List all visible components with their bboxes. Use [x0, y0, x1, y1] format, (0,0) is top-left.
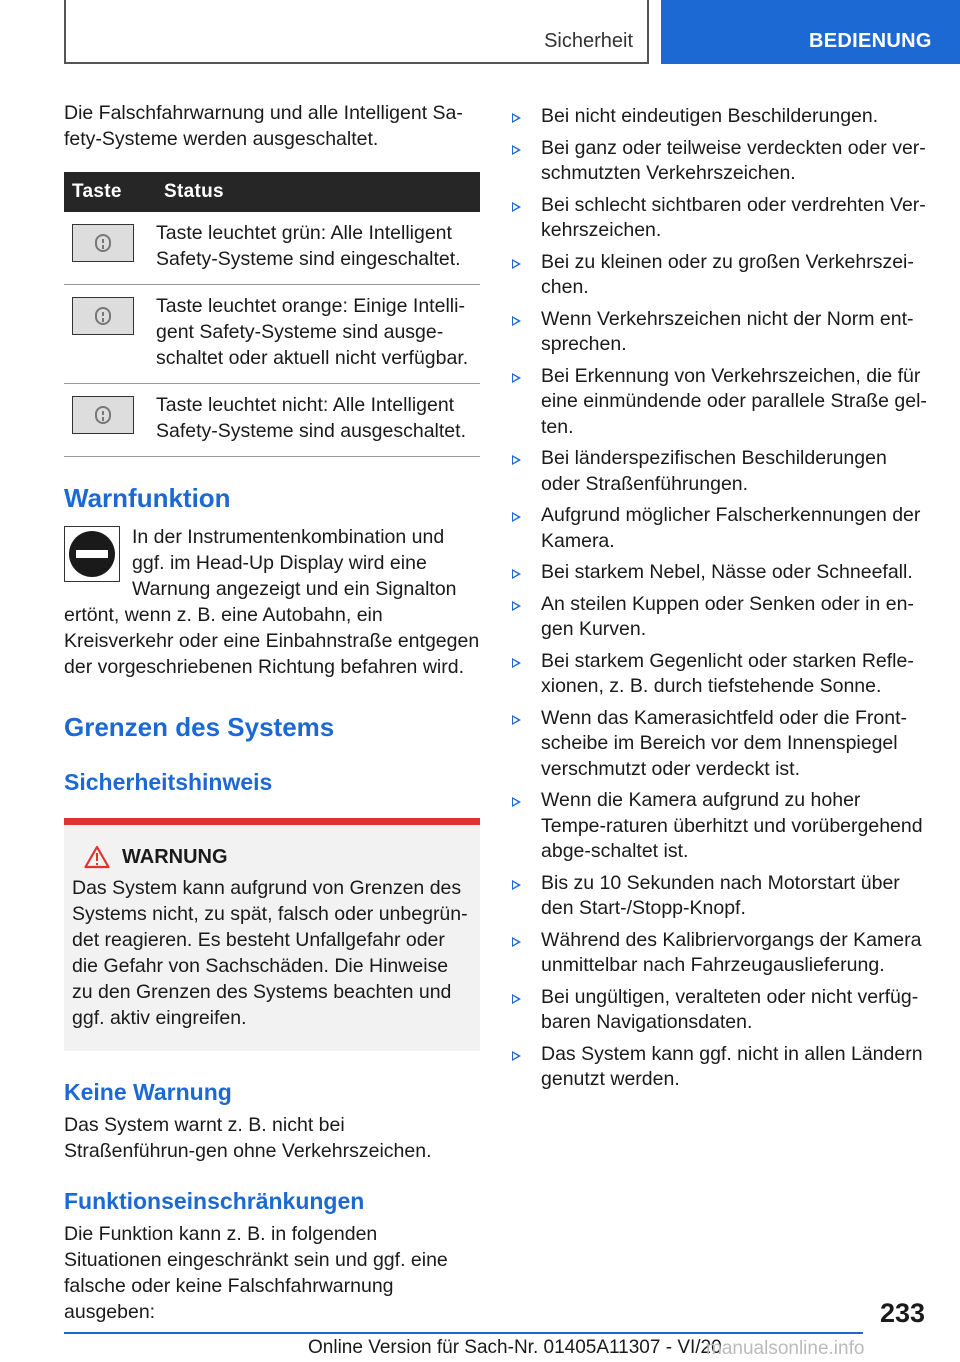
table-cell-status: Taste leuchtet orange: Einige Intelli-gent Safety-Systeme sind ausge-schaltet oder aktuell nicht verfügbar.: [156, 285, 480, 384]
list-item-text: Bei nicht eindeutigen Beschilderungen.: [541, 105, 879, 127]
warnfunktion-text: In der Instrumentenkombination und ggf. im Head-Up Display wird eine Warnung angezeigt und ein Signalton ertönt, wenn z. B. eine Autobahn, ein Kreisverkehr oder eine Einbahnstraße entgegen der vorgeschriebenen Richtung befahren wird.: [64, 526, 480, 678]
list-item-text: Bei starkem Gegenlicht oder starken Refle-xionen, z. B. durch tiefstehende Sonne.: [541, 649, 914, 697]
table-row: [64, 384, 480, 457]
header-chapter-tab: [661, 0, 960, 64]
list-item-text: An steilen Kuppen oder Senken oder in en-gen Kurven.: [541, 592, 914, 640]
bullet-triangle-icon: [512, 373, 521, 383]
intelligent-safety-button-icon: [72, 396, 134, 434]
bullet-triangle-icon: [512, 512, 521, 522]
list-item: [510, 788, 930, 865]
funktionseinschraenkungen-text: Die Funktion kann z. B. in folgenden Situationen eingeschränkt sein und ggf. eine falsche oder keine Falschfahrwarnung ausgeben:: [64, 1223, 448, 1323]
list-item-text: Wenn das Kamerasichtfeld oder die Front-scheibe im Bereich vor dem Innenspiegel verschmutzt oder verdeckt ist.: [541, 706, 907, 780]
list-item: [510, 871, 930, 922]
bullet-triangle-icon: [512, 797, 521, 807]
list-item: [510, 104, 930, 130]
footer-online-version: Online Version für Sach-Nr. 01405A11307 - VI/20: [308, 1337, 722, 1358]
list-item-text: Das System kann ggf. nicht in allen Ländern genutzt werden.: [541, 1042, 923, 1090]
list-item-text: Bis zu 10 Sekunden nach Motorstart über den Start-/Stopp-Knopf.: [541, 871, 900, 919]
list-item: [510, 649, 930, 700]
keine-warnung-text: Das System warnt z. B. nicht bei Straßenführun-gen ohne Verkehrszeichen.: [64, 1114, 432, 1162]
list-item-text: Bei schlecht sichtbaren oder verdrehten Ver-kehrszeichen.: [541, 193, 926, 241]
warnfunktion-block: [64, 524, 480, 680]
warning-triangle-icon: [84, 845, 110, 869]
bullet-triangle-icon: [512, 880, 521, 890]
table-cell-status: Taste leuchtet grün: Alle Intelligent Safety-Systeme sind eingeschaltet.: [156, 212, 480, 285]
list-item-text: Bei starkem Nebel, Nässe oder Schneefall.: [541, 561, 913, 583]
watermark: manualsonline.info: [706, 1338, 865, 1359]
bullet-triangle-icon: [512, 715, 521, 725]
list-item: [510, 706, 930, 783]
bullet-triangle-icon: [512, 658, 521, 668]
keine-warnung-heading: Keine Warnung: [64, 1079, 232, 1105]
footer-rule: [64, 1332, 863, 1334]
bullet-triangle-icon: [512, 113, 521, 123]
header-chapter-title: BEDIENUNG: [809, 30, 932, 52]
list-item-text: Bei ganz oder teilweise verdeckten oder ver-schmutzten Verkehrszeichen.: [541, 136, 926, 184]
list-item-text: Während des Kalibriervorgangs der Kamera unmittelbar nach Fahrzeugauslieferung.: [541, 928, 922, 976]
warning-title: WARNUNG: [122, 845, 228, 868]
limitations-list: [510, 104, 930, 1093]
funktionseinschraenkungen-heading: Funktionseinschränkungen: [64, 1188, 365, 1214]
table-row: [64, 212, 480, 285]
grenzen-heading: Grenzen des Systems: [64, 712, 335, 742]
intro-text: Die Falschfahrwarnung und alle Intelligent Sa- fety-Systeme werden ausgeschaltet.: [64, 102, 463, 150]
list-item: [510, 446, 930, 497]
left-column: [64, 100, 480, 1325]
list-item: [510, 503, 930, 554]
table-header-status: Status: [156, 172, 480, 212]
status-table: [64, 172, 480, 457]
page-number: 233: [880, 1298, 926, 1328]
list-item-text: Bei ungültigen, veralteten oder nicht verfüg-baren Navigationsdaten.: [541, 985, 919, 1033]
list-item: [510, 250, 930, 301]
list-item-text: Aufgrund möglicher Falscherkennungen der Kamera.: [541, 504, 921, 552]
bullet-triangle-icon: [512, 259, 521, 269]
table-row: [64, 285, 480, 384]
bullet-triangle-icon: [512, 202, 521, 212]
list-item: [510, 560, 930, 586]
sicherheitshinweis-heading: Sicherheitshinweis: [64, 769, 273, 795]
warning-box: [64, 818, 480, 1051]
header-section-tab: [64, 0, 649, 64]
no-entry-sign-icon: [64, 526, 120, 582]
list-item: [510, 193, 930, 244]
list-item: [510, 592, 930, 643]
list-item: [510, 136, 930, 187]
bullet-triangle-icon: [512, 145, 521, 155]
list-item-text: Bei länderspezifischen Beschilderungen oder Straßenführungen.: [541, 447, 887, 495]
list-item: [510, 1042, 930, 1093]
intelligent-safety-button-icon: [72, 224, 134, 262]
list-item: [510, 928, 930, 979]
table-cell-status: Taste leuchtet nicht: Alle Intelligent Safety-Systeme sind ausgeschaltet.: [156, 384, 480, 457]
bullet-triangle-icon: [512, 455, 521, 465]
list-item: [510, 364, 930, 441]
table-header-key: Taste: [64, 172, 156, 212]
bullet-triangle-icon: [512, 316, 521, 326]
bullet-triangle-icon: [512, 937, 521, 947]
bullet-triangle-icon: [512, 1051, 521, 1061]
bullet-triangle-icon: [512, 569, 521, 579]
warnfunktion-heading: Warnfunktion: [64, 483, 231, 513]
header-section-title: Sicherheit: [544, 30, 633, 52]
list-item: [510, 307, 930, 358]
list-item-text: Bei Erkennung von Verkehrszeichen, die für eine einmündende oder parallele Straße gel-ten.: [541, 364, 927, 438]
list-item-text: Wenn die Kamera aufgrund zu hoher Tempe-raturen überhitzt und vorübergehend abge-schaltet ist.: [541, 789, 923, 862]
list-item-text: Bei zu kleinen oder zu großen Verkehrszei-chen.: [541, 250, 914, 298]
intelligent-safety-button-icon: [72, 297, 134, 335]
list-item: [510, 985, 930, 1036]
warning-text: Das System kann aufgrund von Grenzen des Systems nicht, zu spät, falsch oder unbegrün-det reagieren. Es besteht Unfallgefahr oder die Gefahr von Sachschäden. Die Hinweise zu den Grenzen des Systems beachten und ggf. aktiv eingreifen.: [72, 877, 468, 1029]
right-column: [510, 104, 930, 1099]
list-item-text: Wenn Verkehrszeichen nicht der Norm ent-sprechen.: [541, 307, 914, 355]
bullet-triangle-icon: [512, 994, 521, 1004]
bullet-triangle-icon: [512, 601, 521, 611]
